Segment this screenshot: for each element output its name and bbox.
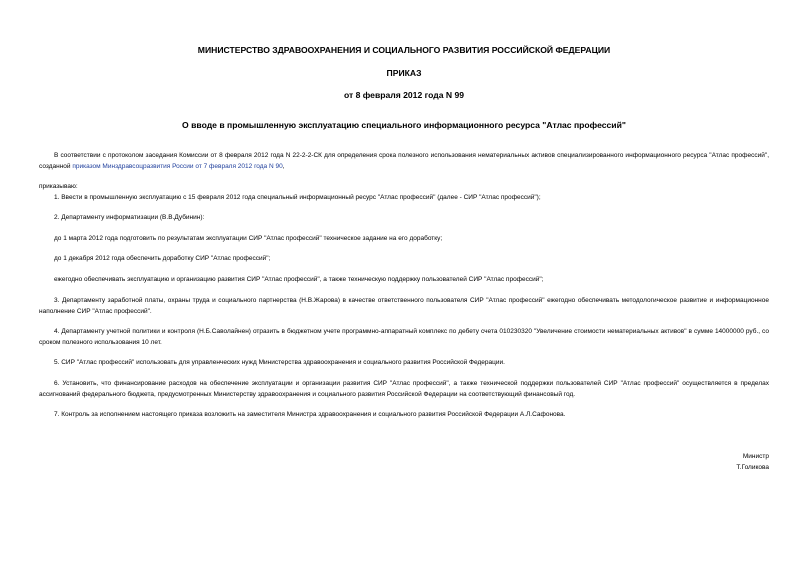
item-4: 4. Департаменту учетной политики и контроля (Н.Б.Саволайнен) отразить в бюджетном учете программно-аппаратный комплекс по дебету счета 010230320 "Увеличение стоимости нематериальных активов" в сумме 14000000 руб., со сроком полезного использования 10 лет. bbox=[39, 328, 769, 346]
preamble-text: В соответствии с протоколом заседания Комиссии от 8 февраля 2012 года N 22-2-2-СК для определения срока полезного использования нематериальных активов специализированного информационного ресурса "Атлас профессий", созданной bbox=[39, 152, 769, 170]
document-page bbox=[39, 0, 769, 571]
item-2-sub-2: до 1 декабря 2012 года обеспечить доработку СИР "Атлас профессий"; bbox=[54, 255, 271, 262]
item-2: 2. Департаменту информатизации (В.В.Дубинин): bbox=[54, 214, 205, 221]
prikazyvayu-line: приказываю: bbox=[39, 183, 78, 190]
item-7: 7. Контроль за исполнением настоящего приказа возложить на заместителя Министра здравоохранения и социального развития Российской Федерации А.Л.Сафонова. bbox=[54, 411, 566, 418]
document-title: О вводе в промышленную эксплуатацию специального информационного ресурса "Атлас профессий" bbox=[182, 120, 626, 130]
item-2-sub-1: до 1 марта 2012 года подготовить по результатам эксплуатации СИР "Атлас профессий" техническое задание на его доработку; bbox=[54, 235, 443, 242]
signature-name: Т.Голикова bbox=[736, 464, 769, 471]
item-1: 1. Ввести в промышленную эксплуатацию с 15 февраля 2012 года специальный информационный ресурс "Атлас профессий" (далее - СИР "Атлас профессий"); bbox=[54, 194, 541, 201]
item-5: 5. СИР "Атлас профессий" использовать для управленческих нужд Министерства здравоохранения и социального развития Российской Федерации. bbox=[54, 359, 505, 366]
item-2-sub-3: ежегодно обеспечивать эксплуатацию и организацию развития СИР "Атлас профессий", а также техническую поддержку пользователей СИР "Атлас профессий"; bbox=[54, 276, 544, 283]
order-90-link[interactable]: приказом Минздравсоцразвития России от 7 февраля 2012 года N 90 bbox=[72, 163, 283, 170]
doc-type-heading: ПРИКАЗ bbox=[386, 68, 422, 78]
item-3: 3. Департаменту заработной платы, охраны труда и социального партнерства (Н.В.Жарова) в качестве ответственного пользователя СИР "Атлас профессий" ежегодно обеспечивать методологическое развитие и информационное наполнение СИР "Атлас профессий". bbox=[39, 297, 769, 315]
preamble-tail: , bbox=[282, 163, 285, 170]
date-number-heading: от 8 февраля 2012 года N 99 bbox=[343, 90, 465, 100]
ministry-heading: МИНИСТЕРСТВО ЗДРАВООХРАНЕНИЯ И СОЦИАЛЬНОГО РАЗВИТИЯ РОССИЙСКОЙ ФЕДЕРАЦИИ bbox=[197, 45, 611, 55]
signature-position: Министр bbox=[742, 453, 769, 460]
item-6: 6. Установить, что финансирование расходов на обеспечение эксплуатации и организации развития СИР "Атлас профессий", а также технической поддержки пользователей СИР "Атлас профессий" осуществляется в пределах ассигнований федерального бюджета, предусмотренных Министерству здравоохранения и социального развития Российской Федерации на соответствующий финансовый год. bbox=[39, 380, 769, 398]
preamble-paragraph bbox=[39, 150, 769, 172]
